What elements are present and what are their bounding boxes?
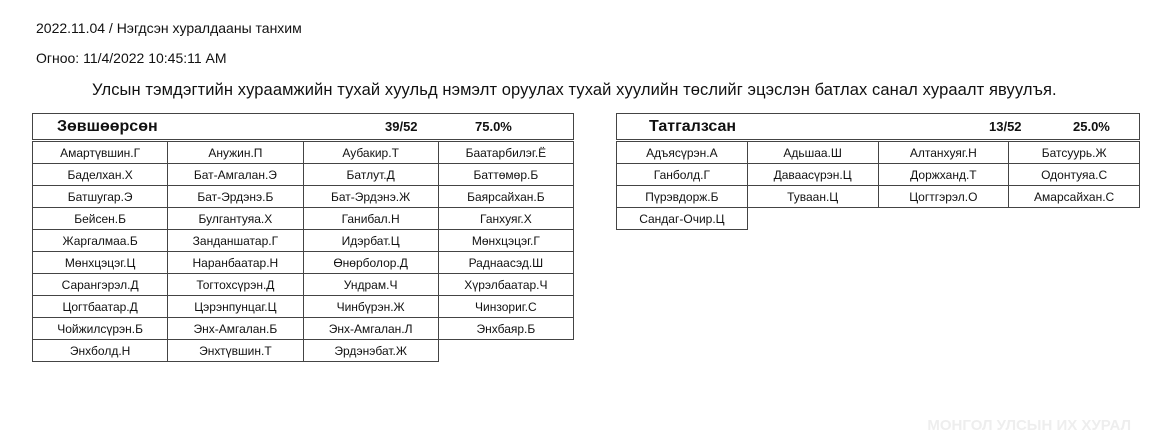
vote-timestamp: Огноо: 11/4/2022 10:45:11 AM: [36, 50, 227, 66]
approve-percent: 75.0%: [475, 119, 512, 134]
member-name: Тогтохсүрэн.Д: [168, 274, 303, 296]
member-name: Раднаасэд.Ш: [438, 252, 573, 274]
member-name: Өнөрболор.Д: [303, 252, 438, 274]
table-row: [33, 142, 574, 164]
member-name: Даваасүрэн.Ц: [747, 164, 878, 186]
member-name: Амартүвшин.Г: [33, 142, 168, 164]
member-name: Энхболд.Н: [33, 340, 168, 362]
reject-count: 13/52: [989, 119, 1022, 134]
member-name: Ундрам.Ч: [303, 274, 438, 296]
member-name: Чойжилсүрэн.Б: [33, 318, 168, 340]
member-name: Чинбүрэн.Ж: [303, 296, 438, 318]
member-name: Анужин.П: [168, 142, 303, 164]
member-name: Мөнхцэцэг.Ц: [33, 252, 168, 274]
reject-members-table: [616, 141, 1140, 230]
member-name: Алтанхуяг.Н: [878, 142, 1009, 164]
member-name: Аубакир.Т: [303, 142, 438, 164]
member-name: Ганибал.Н: [303, 208, 438, 230]
empty-cell: [1009, 208, 1140, 230]
member-name: Одонтуяа.С: [1009, 164, 1140, 186]
member-name: Занданшатар.Г: [168, 230, 303, 252]
table-row: [33, 296, 574, 318]
table-row: [33, 318, 574, 340]
reject-percent: 25.0%: [1073, 119, 1110, 134]
member-name: Доржханд.Т: [878, 164, 1009, 186]
member-name: Цогтбаатар.Д: [33, 296, 168, 318]
parliament-watermark: МОНГОЛ УЛСЫН ИХ ХУРАЛ: [927, 417, 1131, 434]
approve-header: [32, 113, 574, 140]
member-name: Баатарбилэг.Ё: [438, 142, 573, 164]
table-row: [617, 142, 1140, 164]
table-row: [33, 274, 574, 296]
empty-cell: [878, 208, 1009, 230]
empty-cell: [747, 208, 878, 230]
member-name: Ганхуяг.Х: [438, 208, 573, 230]
member-name: Энхтүвшин.Т: [168, 340, 303, 362]
member-name: Сандаг-Очир.Ц: [617, 208, 748, 230]
approve-members-table: [32, 141, 574, 362]
table-row: [33, 230, 574, 252]
table-row: [33, 340, 574, 362]
member-name: Баттөмөр.Б: [438, 164, 573, 186]
member-name: Ганболд.Г: [617, 164, 748, 186]
table-row: [33, 252, 574, 274]
approve-count: 39/52: [385, 119, 418, 134]
member-name: Бат-Эрдэнэ.Ж: [303, 186, 438, 208]
table-row: [33, 186, 574, 208]
member-name: Адьшаа.Ш: [747, 142, 878, 164]
member-name: Чинзориг.С: [438, 296, 573, 318]
member-name: Пүрэвдорж.Б: [617, 186, 748, 208]
reject-header: [616, 113, 1140, 140]
member-name: Баярсайхан.Б: [438, 186, 573, 208]
table-row: [33, 208, 574, 230]
member-name: Цэрэнпунцаг.Ц: [168, 296, 303, 318]
empty-cell: [438, 340, 573, 362]
member-name: Идэрбат.Ц: [303, 230, 438, 252]
member-name: Батсуурь.Ж: [1009, 142, 1140, 164]
member-name: Энх-Амгалан.Б: [168, 318, 303, 340]
member-name: Булгантуяа.Х: [168, 208, 303, 230]
member-name: Адъясүрэн.А: [617, 142, 748, 164]
member-name: Бат-Эрдэнэ.Б: [168, 186, 303, 208]
vote-statement: Улсын тэмдэгтийн хураамжийн тухай хуульд нэмэлт оруулах тухай хуулийн төслийг эцэслэн батлах санал хураалт явуулъя.: [92, 81, 1057, 99]
member-name: Туваан.Ц: [747, 186, 878, 208]
member-name: Эрдэнэбат.Ж: [303, 340, 438, 362]
member-name: Баделхан.Х: [33, 164, 168, 186]
member-name: Энх-Амгалан.Л: [303, 318, 438, 340]
member-name: Батлут.Д: [303, 164, 438, 186]
member-name: Сарангэрэл.Д: [33, 274, 168, 296]
member-name: Бейсен.Б: [33, 208, 168, 230]
member-name: Хүрэлбаатар.Ч: [438, 274, 573, 296]
member-name: Батшугар.Э: [33, 186, 168, 208]
member-name: Мөнхцэцэг.Г: [438, 230, 573, 252]
member-name: Энхбаяр.Б: [438, 318, 573, 340]
member-name: Бат-Амгалан.Э: [168, 164, 303, 186]
table-row: [617, 208, 1140, 230]
reject-title: Татгалзсан: [649, 117, 737, 135]
meeting-date-place: 2022.11.04 / Нэгдсэн хуралдааны танхим: [36, 20, 302, 36]
table-row: [33, 164, 574, 186]
approve-title: Зөвшөөрсөн: [57, 117, 158, 135]
table-row: [617, 186, 1140, 208]
member-name: Жаргалмаа.Б: [33, 230, 168, 252]
member-name: Наранбаатар.Н: [168, 252, 303, 274]
table-row: [617, 164, 1140, 186]
member-name: Цогтгэрэл.О: [878, 186, 1009, 208]
member-name: Амарсайхан.С: [1009, 186, 1140, 208]
